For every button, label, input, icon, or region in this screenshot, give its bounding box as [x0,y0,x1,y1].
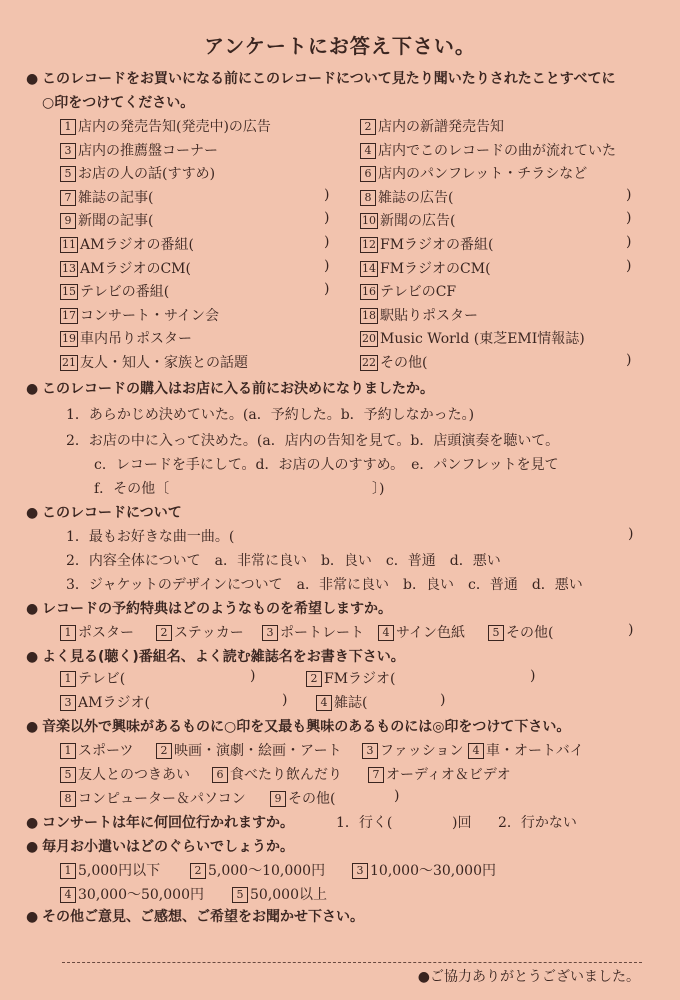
option-item[interactable] [360,210,455,230]
q3-answer-1[interactable]: 1．最もお好きな曲一曲。( [66,529,235,545]
option-item[interactable] [360,352,427,372]
option-item[interactable] [368,764,511,784]
option-close-paren: ) [626,234,632,250]
option-label: 映画・演劇・絵画・アート [174,743,342,759]
option-item[interactable] [262,622,364,642]
option-close-paren: ) [530,668,536,684]
bullet-icon: ● [26,815,39,831]
option-number-box: 17 [62,308,76,322]
option-label: 車・オートバイ [486,743,584,759]
option-number-box: 6 [212,767,228,783]
q7-answer-1[interactable]: 1．行く( [336,815,393,831]
option-item[interactable] [488,622,553,642]
question-8: ● 毎月お小遣いはどのぐらいでしょうか。 [26,839,294,855]
option-item[interactable] [60,210,153,230]
bullet-icon: ● [26,719,39,735]
option-number-box: 4 [60,887,76,903]
option-item[interactable] [360,234,494,254]
q2-answer-2[interactable]: 2．お店の中に入って決めた。(a．店内の告知を見て。b．店頭演奏を聴いて。 [66,433,560,449]
option-label: 新聞の記事( [78,213,154,230]
option-item[interactable] [60,305,219,325]
option-item[interactable] [360,116,504,136]
option-number-box: 8 [60,791,76,807]
option-item[interactable] [360,140,616,160]
option-label: 友人とのつきあい [78,767,190,783]
option-label: お店の人の話(すすめ) [78,166,216,183]
option-number-box: 18 [362,308,376,322]
option-item[interactable] [60,764,190,784]
option-number-box: 3 [362,743,378,759]
option-number-box: 8 [360,190,376,206]
option-close-paren: ) [440,692,446,708]
option-label: 車内吊りポスター [80,331,192,348]
option-label: FMラジオの番組( [380,237,494,253]
option-item[interactable] [360,163,587,183]
option-item[interactable] [352,860,496,880]
option-label: 駅貼りポスター [380,307,478,324]
option-label: 友人・知人・家族との話題 [80,355,248,371]
option-label: 雑誌の記事( [78,189,154,206]
option-number-box: 2 [360,119,376,135]
option-close-paren: ) [324,210,330,227]
option-close-paren: ) [628,622,634,638]
option-label: AMラジオのCM( [80,260,191,277]
option-item[interactable] [156,740,342,760]
option-number-box: 2 [156,743,172,759]
option-number-box: 2 [190,863,206,879]
option-item[interactable] [60,116,271,136]
option-item[interactable] [60,140,218,160]
option-label: 店内の新譜発売告知 [378,119,504,135]
option-number-box: 2 [306,671,322,687]
thanks-note: ●ご協力ありがとうございました。 [417,969,640,985]
q2-answer-1[interactable]: 1．あらかじめ決めていた。(a．予約した。b．予約しなかった。) [66,407,475,423]
option-item[interactable] [60,668,125,688]
option-item[interactable] [60,740,133,760]
option-item[interactable] [212,764,342,784]
option-close-paren: ) [324,281,330,298]
q7-answer-2[interactable]: 2．行かない [498,815,577,831]
option-number-box: 4 [360,143,376,159]
option-number-box: 3 [262,625,278,641]
option-item[interactable] [60,258,191,278]
option-number-box: 1 [60,743,76,759]
option-item[interactable] [190,860,325,880]
option-label: Music World (東芝EMI情報誌) [380,331,585,348]
option-number-box: 1 [60,625,76,641]
option-item[interactable] [60,860,160,880]
option-number-box: 5 [60,166,76,182]
bullet-icon: ● [26,649,39,665]
option-label: コンサート・サイン会 [80,307,220,324]
option-label: コンピューター＆パソコン [78,791,246,807]
bullet-icon: ● [26,601,39,617]
bullet-icon: ● [26,505,39,521]
option-item[interactable] [60,692,150,712]
question-5: ● よく見る(聴く)番組名、よく読む雑誌名をお書き下さい。 [26,649,405,665]
option-item[interactable] [360,305,478,325]
option-number-box: 4 [316,695,332,711]
option-label: スポーツ [78,743,134,759]
option-item[interactable] [316,692,367,712]
option-number-box: 3 [60,695,76,711]
option-item[interactable] [270,788,335,808]
option-label: 新聞の広告( [380,213,456,230]
divider-dotted [62,962,642,963]
bullet-icon: ● [26,381,39,397]
q2-answer-2-other[interactable]: f．その他〔 [94,481,170,497]
option-close-paren: ) [324,257,330,274]
option-label: ステッカー [174,625,244,641]
option-number-box: 6 [360,166,376,182]
option-number-box: 10 [362,214,376,228]
option-label: 10,000～30,000円 [370,863,496,879]
option-item[interactable] [468,740,584,760]
option-label: 5,000円以下 [78,863,161,879]
question-2: ● このレコードの購入はお店に入る前にお決めになりましたか。 [26,381,434,397]
option-item[interactable] [60,234,194,254]
option-label: テレビのCF [380,284,457,301]
option-number-box: 3 [60,143,76,159]
question-1: ● このレコードをお買いになる前にこのレコードについて見たり聞いたりされたことすべてに [26,71,616,87]
option-item[interactable] [362,740,463,760]
question-3: ● このレコードについて [26,505,182,521]
option-label: オーディオ＆ビデオ [386,767,511,783]
option-item[interactable] [60,281,169,301]
option-number-box: 3 [352,863,368,879]
option-number-box: 1 [60,863,76,879]
question-6: ● 音楽以外で興味があるものに○印を又最も興味のあるものには◎印をつけて下さい。 [26,719,571,735]
option-label: 店内でこのレコードの曲が流れていた [378,142,616,159]
option-label: AMラジオの番組( [80,237,194,253]
q2-answer-2-cont[interactable]: c．レコードを手にして。d．お店の人のすすめ。 e．パンフレットを見て [94,457,559,473]
option-label: 5,000～10,000円 [208,863,326,879]
q7-answer-1-close: )回 [452,815,472,831]
option-close-paren: ) [626,210,632,227]
option-label: 雑誌( [334,695,368,711]
option-close-paren: ) [626,186,632,203]
option-number-box: 15 [62,285,76,299]
option-number-box: 22 [362,356,376,369]
q3-answer-3[interactable]: 3．ジャケットのデザインについて a．非常に良い b．良い c．普通 d．悪い [66,577,583,593]
option-item[interactable] [232,884,327,904]
option-number-box: 1 [60,119,76,135]
option-label: FMラジオのCM( [380,260,491,277]
question-1-line-2: ○印をつけてください。 [42,95,195,111]
option-label: ポートレート [280,625,364,641]
bullet-icon: ● [26,909,39,925]
option-close-paren: ) [250,668,256,684]
option-item[interactable] [60,187,153,207]
option-number-box: 2 [156,625,172,641]
q2-answer-2-other-close: 〕) [372,481,385,497]
page-title: アンケートにお答え下さい。 [204,34,476,58]
option-item[interactable] [60,884,204,904]
option-label: 店内のパンフレット・チラシなど [378,166,588,183]
option-number-box: 9 [270,791,286,807]
option-label: ファッション [380,743,464,759]
option-item[interactable] [60,622,134,642]
question-4: ● レコードの予約特典はどのようなものを希望しますか。 [26,601,392,617]
option-label: その他( [288,791,336,807]
option-label: 食べたり飲んだり [230,767,342,783]
option-number-box: 4 [378,625,394,641]
option-number-box: 16 [362,285,376,299]
option-label: 30,000～50,000円 [78,887,204,903]
option-number-box: 7 [368,767,384,783]
option-number-box: 21 [62,356,76,369]
option-label: FMラジオ( [324,671,396,687]
option-label: AMラジオ( [78,695,150,711]
option-item[interactable] [156,622,244,642]
option-item[interactable] [60,328,192,348]
bullet-icon: ● [26,71,39,87]
option-label: ポスター [78,625,134,641]
option-number-box: 12 [362,238,376,251]
question-7: ● コンサートは年に何回位行かれますか。 [26,815,294,831]
option-item[interactable] [360,281,456,301]
option-close-paren: ) [626,257,632,274]
option-number-box: 13 [62,261,76,275]
option-item[interactable] [306,668,396,688]
option-label: その他( [506,625,554,641]
option-number-box: 9 [60,213,76,229]
option-number-box: 5 [232,887,248,903]
option-label: テレビ( [78,671,126,687]
option-close-paren: ) [626,352,632,368]
option-number-box: 5 [60,767,76,783]
option-label: その他( [380,355,428,371]
option-label: 雑誌の広告( [378,189,454,206]
option-close-paren: ) [282,692,288,708]
option-number-box: 19 [62,332,76,346]
q3-answer-2[interactable]: 2．内容全体について a．非常に良い b．良い c．普通 d．悪い [66,553,501,569]
option-number-box: 14 [362,261,376,275]
option-label: 店内の推薦盤コーナー [78,142,218,159]
option-label: サイン色紙 [396,625,466,641]
option-number-box: 7 [60,190,76,206]
option-label: 50,000以上 [250,887,327,903]
option-number-box: 4 [468,743,484,759]
bullet-icon: ● [26,839,39,855]
option-item[interactable] [360,258,491,278]
option-number-box: 1 [60,671,76,687]
option-close-paren: ) [324,234,330,250]
option-item[interactable] [60,352,248,372]
option-item[interactable] [360,328,585,348]
option-item[interactable] [378,622,465,642]
option-item[interactable] [60,163,215,183]
q3-answer-1-close: ) [628,526,634,542]
bullet-icon: ● [417,969,430,985]
option-item[interactable] [60,788,246,808]
option-label: テレビの番組( [80,284,170,301]
question-9: ● その他ご意見、ご感想、ご希望をお聞かせ下さい。 [26,909,364,925]
option-number-box: 20 [362,332,376,346]
option-label: 店内の発売告知(発売中)の広告 [78,119,271,135]
option-number-box: 11 [62,238,76,251]
option-item[interactable] [360,187,453,207]
option-close-paren: ) [324,186,330,203]
option-close-paren: ) [394,788,400,804]
option-number-box: 5 [488,625,504,641]
